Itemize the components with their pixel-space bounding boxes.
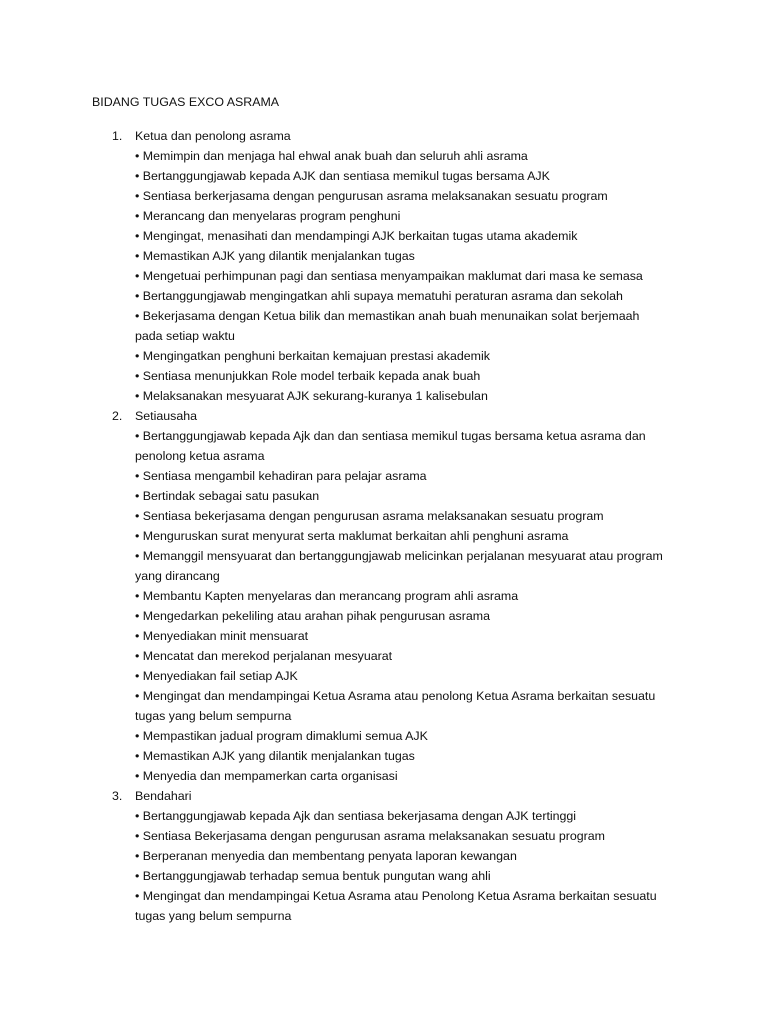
list-item: • Mengedarkan pekeliling atau arahan pihak pengurusan asrama (135, 609, 490, 623)
list-item: • Mengingat dan mendampingai Ketua Asrama atau Penolong Ketua Asrama berkaitan sesuatu tugas yang belum sempurna (135, 889, 657, 923)
list-item: • Memimpin dan menjaga hal ehwal anak buah dan seluruh ahli asrama (135, 149, 528, 163)
list-item: • Menyediakan fail setiap AJK (135, 669, 298, 683)
section-items (0, 806, 768, 926)
section-title: Bendahari (135, 789, 192, 803)
section-items (0, 146, 768, 406)
list-item: • Bekerjasama dengan Ketua bilik dan memastikan anah buah menunaikan solat berjemaah pada setiap waktu (135, 309, 640, 343)
list-item: • Mengingatkan penghuni berkaitan kemajuan prestasi akademik (135, 349, 490, 363)
section-items (0, 426, 768, 786)
list-item: • Membantu Kapten menyelaras dan merancang program ahli asrama (135, 589, 519, 603)
list-item: • Sentiasa berkerjasama dengan pengurusan asrama melaksanakan sesuatu program (135, 189, 608, 203)
section-title: Setiausaha (135, 409, 198, 423)
list-item: • Bertanggungjawab terhadap semua bentuk pungutan wang ahli (135, 869, 491, 883)
list-item: • Bertanggungjawab kepada Ajk dan sentiasa bekerjasama dengan AJK tertinggi (135, 809, 577, 823)
section-number: 3. (112, 789, 123, 803)
list-item: • Merancang dan menyelaras program penghuni (135, 209, 401, 223)
list-item: • Bertanggungjawab mengingatkan ahli supaya mematuhi peraturan asrama dan sekolah (135, 289, 623, 303)
section (0, 126, 768, 406)
list-item: • Mengetuai perhimpunan pagi dan sentiasa menyampaikan maklumat dari masa ke semasa (135, 269, 643, 283)
section (0, 406, 768, 786)
document-title: BIDANG TUGAS EXCO ASRAMA (92, 95, 280, 109)
list-item: • Bertanggungjawab kepada AJK dan sentiasa memikul tugas bersama AJK (135, 169, 550, 183)
list-item: • Bertindak sebagai satu pasukan (135, 489, 320, 503)
list-item: • Memanggil mensyuarat dan bertanggungjawab melicinkan perjalanan mesyuarat atau program yang dirancang (135, 549, 663, 583)
section-number: 1. (112, 129, 123, 143)
list-item: • Mempastikan jadual program dimaklumi semua AJK (135, 729, 428, 743)
section-header (0, 126, 768, 146)
list-item: • Bertanggungjawab kepada Ajk dan dan sentiasa memikul tugas bersama ketua asrama dan penolong ketua asrama (135, 429, 646, 463)
section-number: 2. (112, 409, 123, 423)
list-item: • Sentiasa Bekerjasama dengan pengurusan asrama melaksanakan sesuatu program (135, 829, 605, 843)
list-item: • Menyedia dan mempamerkan carta organisasi (135, 769, 398, 783)
section-title: Ketua dan penolong asrama (135, 129, 291, 143)
list-item: • Mengingat, menasihati dan mendampingi AJK berkaitan tugas utama akademik (135, 229, 578, 243)
list-item: • Berperanan menyedia dan membentang penyata laporan kewangan (135, 849, 517, 863)
list-item: • Menyediakan minit mensuarat (135, 629, 309, 643)
list-item: • Memastikan AJK yang dilantik menjalankan tugas (135, 249, 415, 263)
list-item: • Melaksanakan mesyuarat AJK sekurang-kuranya 1 kalisebulan (135, 389, 488, 403)
list-item: • Sentiasa mengambil kehadiran para pelajar asrama (135, 469, 427, 483)
list-item: • Memastikan AJK yang dilantik menjalankan tugas (135, 749, 415, 763)
list-item: • Mengingat dan mendampingai Ketua Asrama atau penolong Ketua Asrama berkaitan sesuatu tugas yang belum sempurna (135, 689, 656, 723)
list-item: • Mencatat dan merekod perjalanan mesyuarat (135, 649, 393, 663)
section (0, 786, 768, 926)
list-item: • Sentiasa bekerjasama dengan pengurusan asrama melaksanakan sesuatu program (135, 509, 604, 523)
section-header (0, 406, 768, 426)
list-item: • Sentiasa menunjukkan Role model terbaik kepada anak buah (135, 369, 481, 383)
sections-list (0, 126, 768, 926)
section-header (0, 786, 768, 806)
list-item: • Menguruskan surat menyurat serta maklumat berkaitan ahli penghuni asrama (135, 529, 569, 543)
